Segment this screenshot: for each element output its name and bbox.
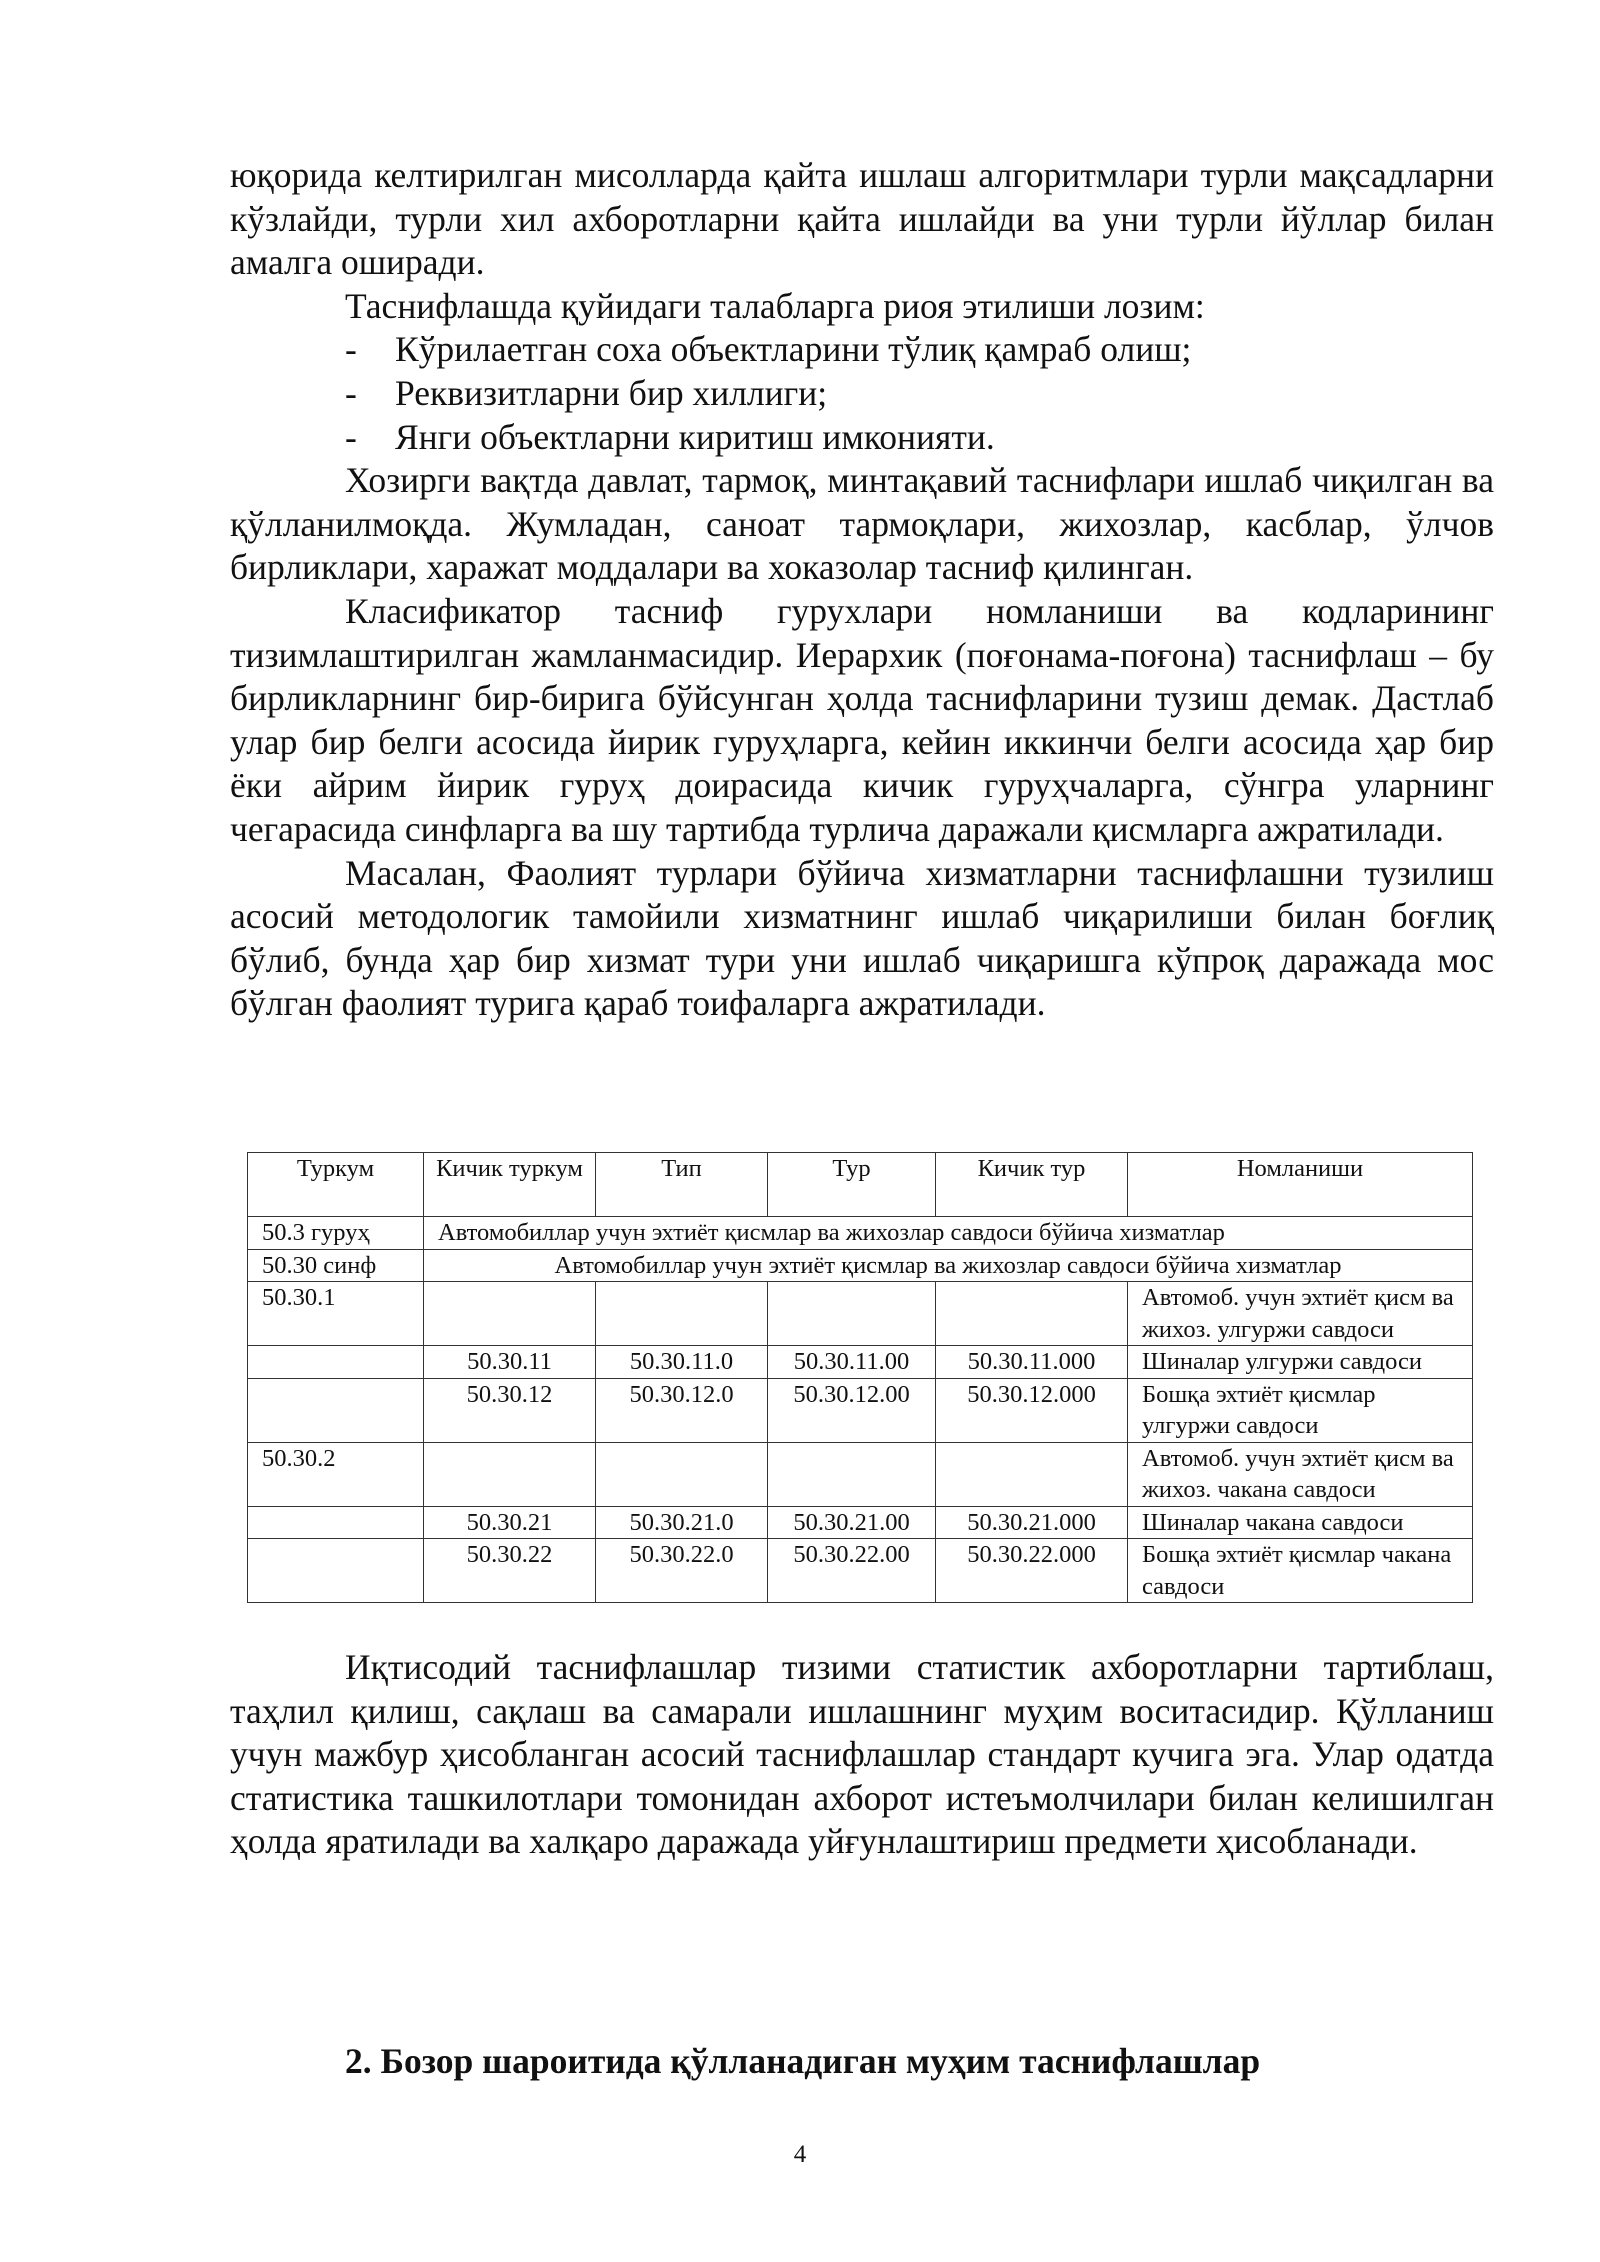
table-row: [248, 1378, 1473, 1442]
table-cell: 50.30.12.00: [768, 1378, 936, 1442]
table-cell: Бошқа эхтиёт қисмлар улгуржи савдоси: [1128, 1378, 1473, 1442]
table-row: [248, 1282, 1473, 1346]
table-cell: [424, 1442, 596, 1506]
column-header: Номланиши: [1128, 1153, 1473, 1217]
classification-table: [247, 1152, 1473, 1603]
table-cell: 50.30.11.000: [936, 1346, 1128, 1379]
table-cell: 50.30.11.00: [768, 1346, 936, 1379]
table-cell: 50.30.11: [424, 1346, 596, 1379]
table-cell: [936, 1442, 1128, 1506]
table-cell: 50.30.11.0: [596, 1346, 768, 1379]
page-number: 4: [793, 2141, 807, 2168]
table-cell-merged: Автомобиллар учун эхтиёт қисмлар ва жихозлар савдоси бўйича хизматлар: [424, 1217, 1473, 1250]
column-header: Туркум: [248, 1153, 424, 1217]
paragraph-economic-classifications: Иқтисодий таснифлашлар тизими статистик ахборотларни тартиблаш, таҳлил қилиш, сақлаш ва самарали ишлашнинг муҳим воситасидир. Қўлланиш учун мажбур ҳисобланган асосий таснифлашлар стандарт кучига эга. Улар одатда статистика ташкилотлари томонидан ахборот истеъмолчилари билан келишилган ҳолда яратилади ва халқаро даражада уйғунлаштириш предмети ҳисобланади.: [230, 1647, 1494, 1862]
bullet-dash: -: [345, 372, 357, 413]
table-cell: 50.30.21.000: [936, 1506, 1128, 1539]
table-cell: 50.30.2: [248, 1442, 424, 1506]
table-cell: [248, 1506, 424, 1539]
table-cell: Автомоб. учун эхтиёт қисм ва жихоз. улгуржи савдоси: [1128, 1282, 1473, 1346]
table-cell: 50.30.12.0: [596, 1378, 768, 1442]
list-item-text: Реквизитларни бир хиллиги;: [395, 372, 828, 413]
list-item-text: Янги объектларни киритиш имконияти.: [395, 416, 995, 457]
table-cell: 50.30.22.000: [936, 1539, 1128, 1603]
table-row: [248, 1442, 1473, 1506]
requirements-lead: Таснифлашда қуйидаги талабларга риоя этилиши лозим:: [345, 285, 1205, 326]
table-cell: 50.30.22.00: [768, 1539, 936, 1603]
table-cell: [424, 1282, 596, 1346]
table-cell: 50.30.21.00: [768, 1506, 936, 1539]
body-text-bottom: [230, 1646, 1494, 1864]
table-cell: Шиналар чакана савдоси: [1128, 1506, 1473, 1539]
list-item: [230, 372, 1494, 416]
table-cell: [936, 1282, 1128, 1346]
paragraph-classifier: Класификатор тасниф гурухлари номланиши ва кодларининг тизимлаштирилган жамланмасидир. Иерархик (поғонама-поғона) таснифлаш – бу бирликларнинг бир-бирига бўйсунган ҳолда таснифларини тузиш демак. Дастлаб улар бир белги асосида йирик гуруҳларга, кейин иккинчи белги асосида ҳар бир ёки айрим йирик гуруҳ доирасида кичик гуруҳчаларга, сўнгра уларнинг чегарасида синфларга ва шу тартибда турлича даражали қисмларга ажратилади.: [230, 590, 1494, 849]
column-header: Тур: [768, 1153, 936, 1217]
paragraph-example: Масалан, Фаолият турлари бўйича хизматларни таснифлашни тузилиш асосий методологик тамойили хизматнинг ишлаб чиқарилиши билан боғлиқ бўлиб, бунда ҳар бир хизмат тури уни ишлаб чиқаришга кўпроқ даражада мос бўлган фаолият турига қараб тоифаларга ажратилади.: [230, 852, 1494, 1024]
table-cell: 50.30.21.0: [596, 1506, 768, 1539]
column-header: Кичик туркум: [424, 1153, 596, 1217]
table-cell: [248, 1378, 424, 1442]
table-row-group: [248, 1217, 1473, 1250]
table-row: [248, 1506, 1473, 1539]
table-cell: [596, 1282, 768, 1346]
table-cell: 50.30.1: [248, 1282, 424, 1346]
table-cell: Автомоб. учун эхтиёт қисм ва жихоз. чакана савдоси: [1128, 1442, 1473, 1506]
table-header-row: [248, 1153, 1473, 1217]
bullet-dash: -: [345, 416, 357, 457]
paragraph-classifications: Хозирги вақтда давлат, тармоқ, минтақавий таснифлари ишлаб чиқилган ва қўлланилмоқда. Жумладан, саноат тармоқлари, жихозлар, касблар, ўлчов бирликлари, харажат моддалари ва хоказолар тасниф қилинган.: [230, 460, 1494, 588]
section-heading: 2. Бозор шароитида қўлланадиган муҳим таснифлашлар: [345, 2041, 1261, 2081]
table-row: [248, 1539, 1473, 1603]
column-header: Тип: [596, 1153, 768, 1217]
column-header: Кичик тур: [936, 1153, 1128, 1217]
table-cell: [768, 1282, 936, 1346]
table-cell: [248, 1346, 424, 1379]
table-cell: 50.3 гуруҳ: [248, 1217, 424, 1250]
table-cell-merged: Автомобиллар учун эхтиёт қисмлар ва жихозлар савдоси бўйича хизматлар: [424, 1249, 1473, 1282]
list-item: [230, 328, 1494, 372]
bullet-dash: -: [345, 329, 357, 370]
table-row-class: [248, 1249, 1473, 1282]
table-cell: [596, 1442, 768, 1506]
table-cell: 50.30.12: [424, 1378, 596, 1442]
table-cell: 50.30.21: [424, 1506, 596, 1539]
intro-paragraph: юқорида келтирилган мисолларда қайта ишлаш алгоритмлари турли мақсадларни кўзлайди, турли хил ахборотларни қайта ишлайди ва уни турли йўллар билан амалга оширади.: [230, 155, 1494, 283]
table-row: [248, 1346, 1473, 1379]
table-cell: Бошқа эхтиёт қисмлар чакана савдоси: [1128, 1539, 1473, 1603]
list-item: [230, 416, 1494, 460]
list-item-text: Кўрилаетган соха объектларини тўлиқ қамраб олиш;: [395, 329, 1192, 370]
table-cell: 50.30.22: [424, 1539, 596, 1603]
table-cell: [768, 1442, 936, 1506]
table-cell: Шиналар улгуржи савдоси: [1128, 1346, 1473, 1379]
table-cell: 50.30.22.0: [596, 1539, 768, 1603]
table-cell: 50.30.12.000: [936, 1378, 1128, 1442]
table-cell: [248, 1539, 424, 1603]
table-cell: 50.30 синф: [248, 1249, 424, 1282]
body-text-top: [230, 154, 1494, 1026]
